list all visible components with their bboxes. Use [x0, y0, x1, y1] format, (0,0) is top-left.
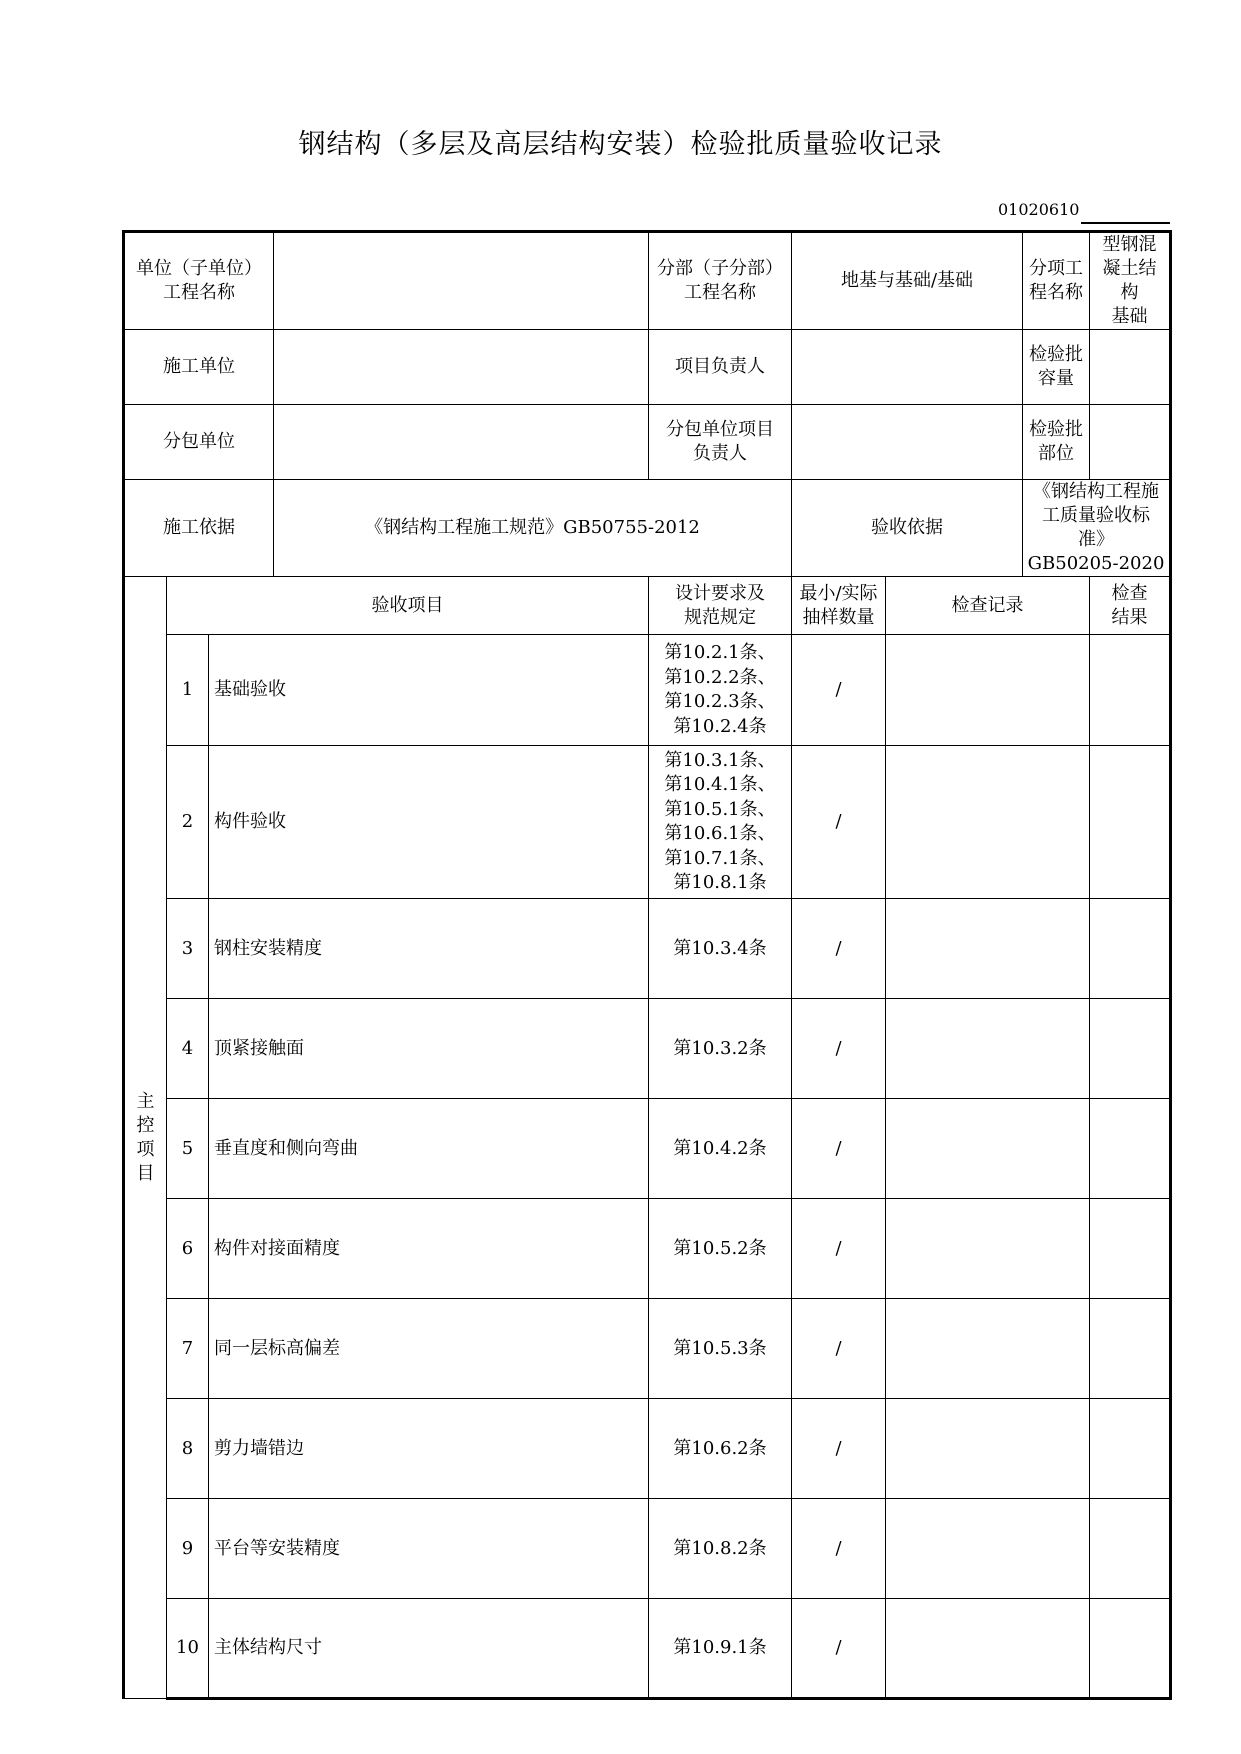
- table-row: [124, 999, 1171, 1099]
- item-name: 平台等安装精度: [209, 1499, 649, 1599]
- item-record[interactable]: [886, 999, 1090, 1099]
- item-result[interactable]: [1090, 1099, 1171, 1199]
- item-result[interactable]: [1090, 1299, 1171, 1399]
- item-name: 构件对接面精度: [209, 1199, 649, 1299]
- construction-basis-value: 《钢结构工程施工规范》GB50755-2012: [274, 480, 792, 577]
- batch-capacity-label: 检验批容量: [1023, 330, 1090, 405]
- item-spec: 第10.3.2条: [649, 999, 792, 1099]
- item-result[interactable]: [1090, 1499, 1171, 1599]
- table-row: [124, 1399, 1171, 1499]
- batch-capacity-value[interactable]: [1090, 330, 1171, 405]
- project-manager-value[interactable]: [792, 330, 1023, 405]
- item-name: 剪力墙错边: [209, 1399, 649, 1499]
- inspection-record-table: [122, 230, 1172, 1700]
- item-name: 垂直度和侧向弯曲: [209, 1099, 649, 1199]
- project-manager-label: 项目负责人: [649, 330, 792, 405]
- item-spec: 第10.3.4条: [649, 899, 792, 999]
- item-name: 顶紧接触面: [209, 999, 649, 1099]
- item-record[interactable]: [886, 1199, 1090, 1299]
- item-number: 10: [167, 1599, 209, 1699]
- item-number: 3: [167, 899, 209, 999]
- item-number: 4: [167, 999, 209, 1099]
- item-spec: 第10.6.2条: [649, 1399, 792, 1499]
- item-result[interactable]: [1090, 899, 1171, 999]
- item-record[interactable]: [886, 1299, 1090, 1399]
- batch-location-value[interactable]: [1090, 405, 1171, 480]
- item-number: 2: [167, 746, 209, 899]
- form-code: 01020610: [998, 200, 1080, 219]
- item-record[interactable]: [886, 1499, 1090, 1599]
- division-name-value[interactable]: 地基与基础/基础: [792, 232, 1023, 330]
- item-name: 主体结构尺寸: [209, 1599, 649, 1699]
- item-number: 8: [167, 1399, 209, 1499]
- table-row: [124, 1199, 1171, 1299]
- item-number: 6: [167, 1199, 209, 1299]
- item-number: 7: [167, 1299, 209, 1399]
- table-row: [124, 1499, 1171, 1599]
- main-control-label: 主 控 项 目: [124, 577, 167, 1699]
- construction-basis-label: 施工依据: [124, 480, 274, 577]
- item-sample[interactable]: /: [792, 1599, 886, 1699]
- table-row: [124, 746, 1171, 899]
- unit-name-value[interactable]: [274, 232, 649, 330]
- item-record[interactable]: [886, 1399, 1090, 1499]
- item-record[interactable]: [886, 746, 1090, 899]
- item-result[interactable]: [1090, 1199, 1171, 1299]
- table-row: [124, 1299, 1171, 1399]
- item-sample[interactable]: /: [792, 1199, 886, 1299]
- item-spec: 第10.5.3条: [649, 1299, 792, 1399]
- item-sample[interactable]: /: [792, 1099, 886, 1199]
- subcontractor-label: 分包单位: [124, 405, 274, 480]
- form-code-underline: [1081, 222, 1170, 224]
- acceptance-basis-value: 《钢结构工程施工质量验收标准》 GB50205-2020: [1023, 480, 1171, 577]
- item-record[interactable]: [886, 1099, 1090, 1199]
- item-record[interactable]: [886, 635, 1090, 746]
- item-sample[interactable]: /: [792, 1399, 886, 1499]
- item-number: 1: [167, 635, 209, 746]
- item-result[interactable]: [1090, 635, 1171, 746]
- item-result[interactable]: [1090, 1599, 1171, 1699]
- table-row: [124, 1599, 1171, 1699]
- division-name-label: 分部（子分部） 工程名称: [649, 232, 792, 330]
- contractor-value[interactable]: [274, 330, 649, 405]
- column-header-sample: 最小/实际 抽样数量: [792, 577, 886, 635]
- item-name: 基础验收: [209, 635, 649, 746]
- table-row: [124, 899, 1171, 999]
- unit-name-label: 单位（子单位） 工程名称: [124, 232, 274, 330]
- column-header-spec: 设计要求及 规范规定: [649, 577, 792, 635]
- page-title: 钢结构（多层及高层结构安装）检验批质量验收记录: [298, 129, 943, 160]
- item-number: 9: [167, 1499, 209, 1599]
- item-number: 5: [167, 1099, 209, 1199]
- item-result[interactable]: [1090, 999, 1171, 1099]
- item-spec: 第10.9.1条: [649, 1599, 792, 1699]
- item-spec: 第10.3.1条、 第10.4.1条、 第10.5.1条、 第10.6.1条、 第10.7.1条、 第10.8.1条: [649, 746, 792, 899]
- item-spec: 第10.8.2条: [649, 1499, 792, 1599]
- column-header-result: 检查 结果: [1090, 577, 1171, 635]
- item-name: 同一层标高偏差: [209, 1299, 649, 1399]
- item-name: 钢柱安装精度: [209, 899, 649, 999]
- contractor-label: 施工单位: [124, 330, 274, 405]
- item-sample[interactable]: /: [792, 999, 886, 1099]
- item-name: 构件验收: [209, 746, 649, 899]
- item-sample[interactable]: /: [792, 899, 886, 999]
- batch-location-label: 检验批部位: [1023, 405, 1090, 480]
- item-result[interactable]: [1090, 1399, 1171, 1499]
- item-sample[interactable]: /: [792, 746, 886, 899]
- item-spec: 第10.5.2条: [649, 1199, 792, 1299]
- item-sample[interactable]: /: [792, 635, 886, 746]
- table-row: [124, 635, 1171, 746]
- item-sample[interactable]: /: [792, 1299, 886, 1399]
- item-sample[interactable]: /: [792, 1499, 886, 1599]
- column-header-record: 检查记录: [886, 577, 1090, 635]
- item-spec: 第10.2.1条、 第10.2.2条、 第10.2.3条、 第10.2.4条: [649, 635, 792, 746]
- item-record[interactable]: [886, 899, 1090, 999]
- item-result[interactable]: [1090, 746, 1171, 899]
- item-record[interactable]: [886, 1599, 1090, 1699]
- subitem-name-label: 分项工程名称: [1023, 232, 1090, 330]
- sub-manager-label: 分包单位项目 负责人: [649, 405, 792, 480]
- item-spec: 第10.4.2条: [649, 1099, 792, 1199]
- table-row: [124, 1099, 1171, 1199]
- column-header-item: 验收项目: [167, 577, 649, 635]
- sub-manager-value[interactable]: [792, 405, 1023, 480]
- acceptance-basis-label: 验收依据: [792, 480, 1023, 577]
- subitem-name-value[interactable]: 型钢混凝土结构 基础: [1090, 232, 1171, 330]
- subcontractor-value[interactable]: [274, 405, 649, 480]
